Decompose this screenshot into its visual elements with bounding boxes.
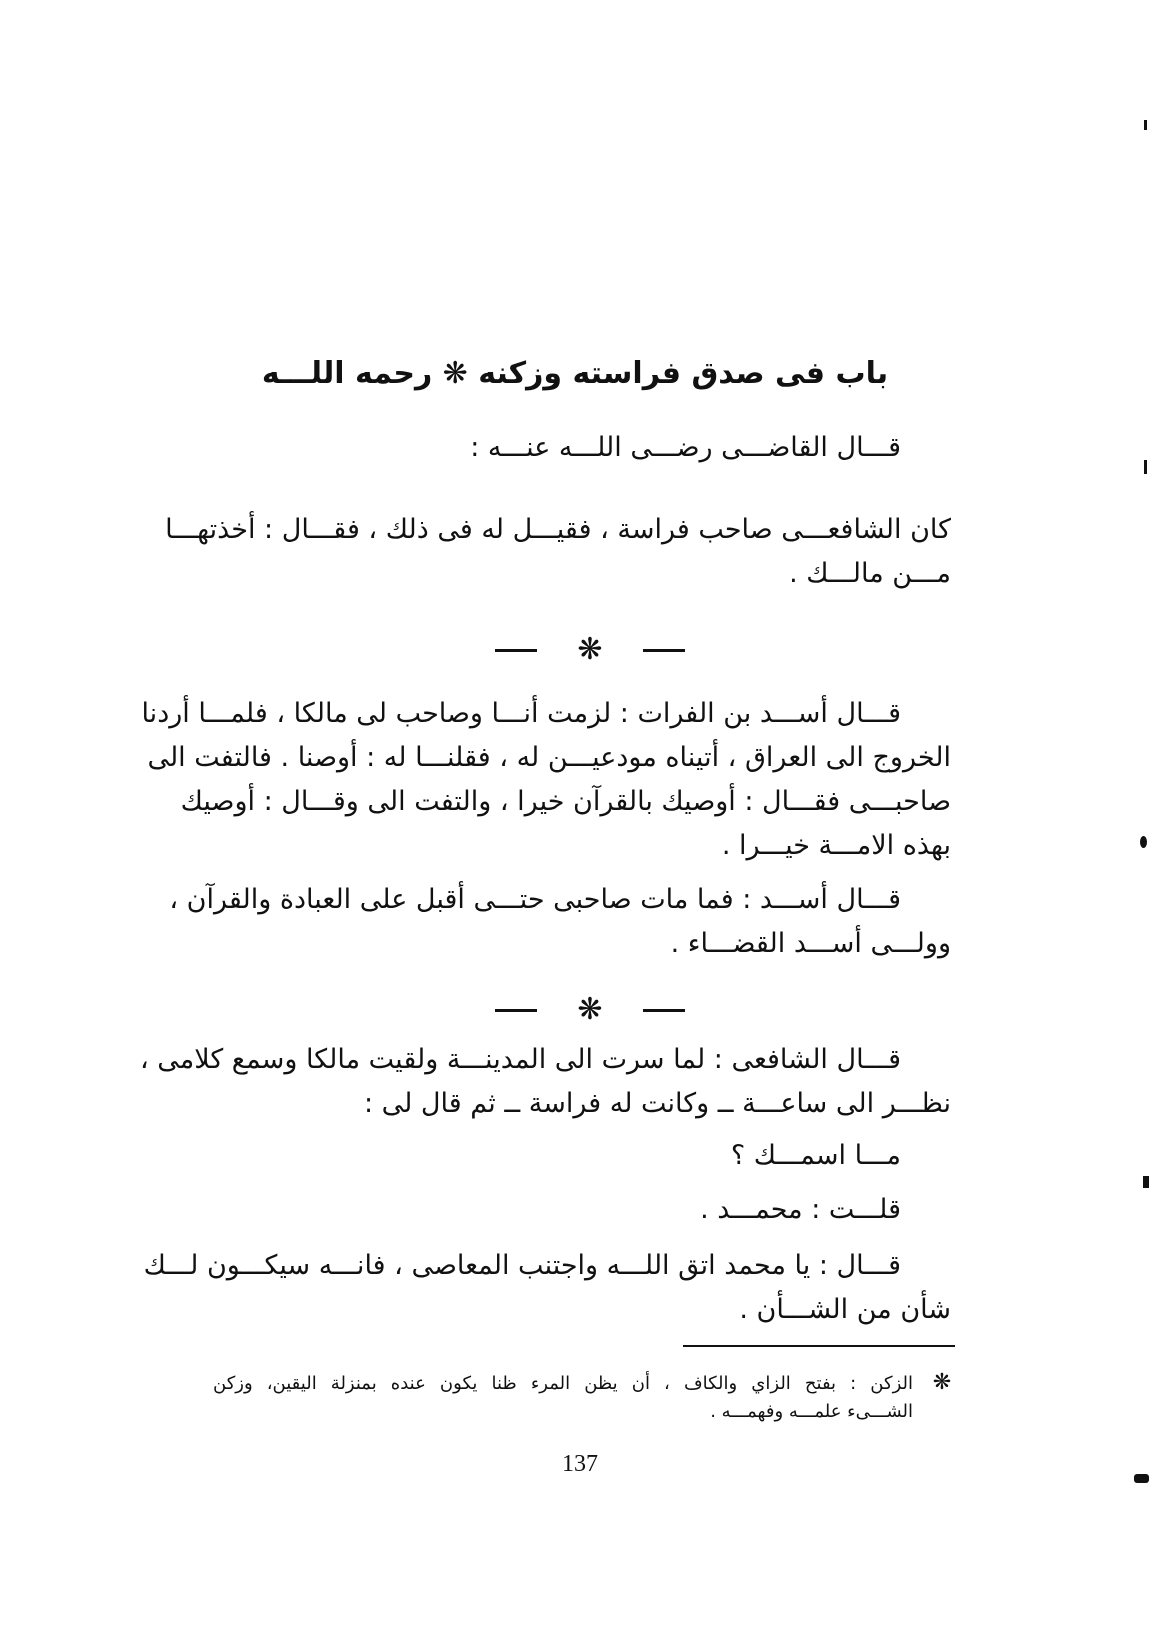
scan-edge-mark — [1134, 1474, 1149, 1483]
text-line: كان الشافعـــى صاحب فراسة ، فقيـــل له فى ذلك ، فقـــال : أخذتهـــا — [165, 514, 951, 545]
text-line: قـــال أســـد : فما مات صاحبى حتـــى أقبل على العبادة والقرآن ، — [169, 884, 901, 915]
page-number: 137 — [562, 1451, 598, 1477]
scan-edge-mark — [1143, 1176, 1149, 1188]
footnote-rule — [683, 1345, 955, 1347]
text-line: قـــال القاضـــى رضـــى اللـــه عنـــه : — [470, 432, 901, 463]
text-line: شأن من الشـــأن . — [739, 1294, 951, 1325]
separator-dash — [495, 1009, 537, 1012]
scan-edge-mark — [1144, 460, 1147, 474]
text-line: قـــال الشافعى : لما سرت الى المدينـــة ولقيت مالكا وسمع كلامى ، — [140, 1044, 901, 1075]
text-line: وولـــى أســـد القضـــاء . — [670, 928, 951, 959]
footnote-line: الشـــىء علمـــه وفهمـــه . — [710, 1401, 913, 1422]
text-line: قـــال أســـد بن الفرات : لزمت أنـــا وصاحب لى مالكا ، فلمـــا أردنا — [141, 698, 901, 729]
text-line: قـــال : يا محمد اتق اللـــه واجتنب المعاصى ، فانـــه سيكـــون لـــك — [143, 1250, 901, 1281]
separator-dash — [643, 649, 685, 652]
asterisk-icon: ❋ — [577, 992, 603, 1027]
footnote-line: الزكن : بفتح الزاي والكاف ، أن يظن المرء ظنا يكون عنده بمنزلة اليقين، وزكن — [213, 1373, 913, 1394]
text-line: بهذه الامـــة خيـــرا . — [721, 830, 951, 861]
scan-edge-mark — [1144, 120, 1147, 130]
section-separator — [495, 990, 685, 1030]
text-line: صاحبـــى فقـــال : أوصيك بالقرآن خيرا ، والتفت الى وقـــال : أوصيك — [180, 786, 951, 817]
scan-edge-mark — [1140, 836, 1147, 848]
asterisk-icon: ❋ — [577, 632, 603, 667]
separator-dash — [495, 649, 537, 652]
text-line: مـــن مالـــك . — [789, 558, 951, 589]
section-separator — [495, 630, 685, 670]
text-line: الخروج الى العراق ، أتيناه مودعيـــن له ، فقلنـــا له : أوصنا . فالتفت الى — [147, 742, 951, 773]
footnote-asterisk-icon: ❋ — [932, 1370, 952, 1395]
separator-dash — [643, 1009, 685, 1012]
chapter-heading: باب فى صدق فراسته وزكنه ❋ رحمه اللـــه — [261, 356, 889, 391]
text-line: مـــا اسمـــك ؟ — [730, 1140, 901, 1171]
text-line: نظـــر الى ساعـــة ــ وكانت له فراسة ــ ثم قال لى : — [363, 1088, 951, 1119]
text-line: قلـــت : محمـــد . — [700, 1194, 901, 1225]
